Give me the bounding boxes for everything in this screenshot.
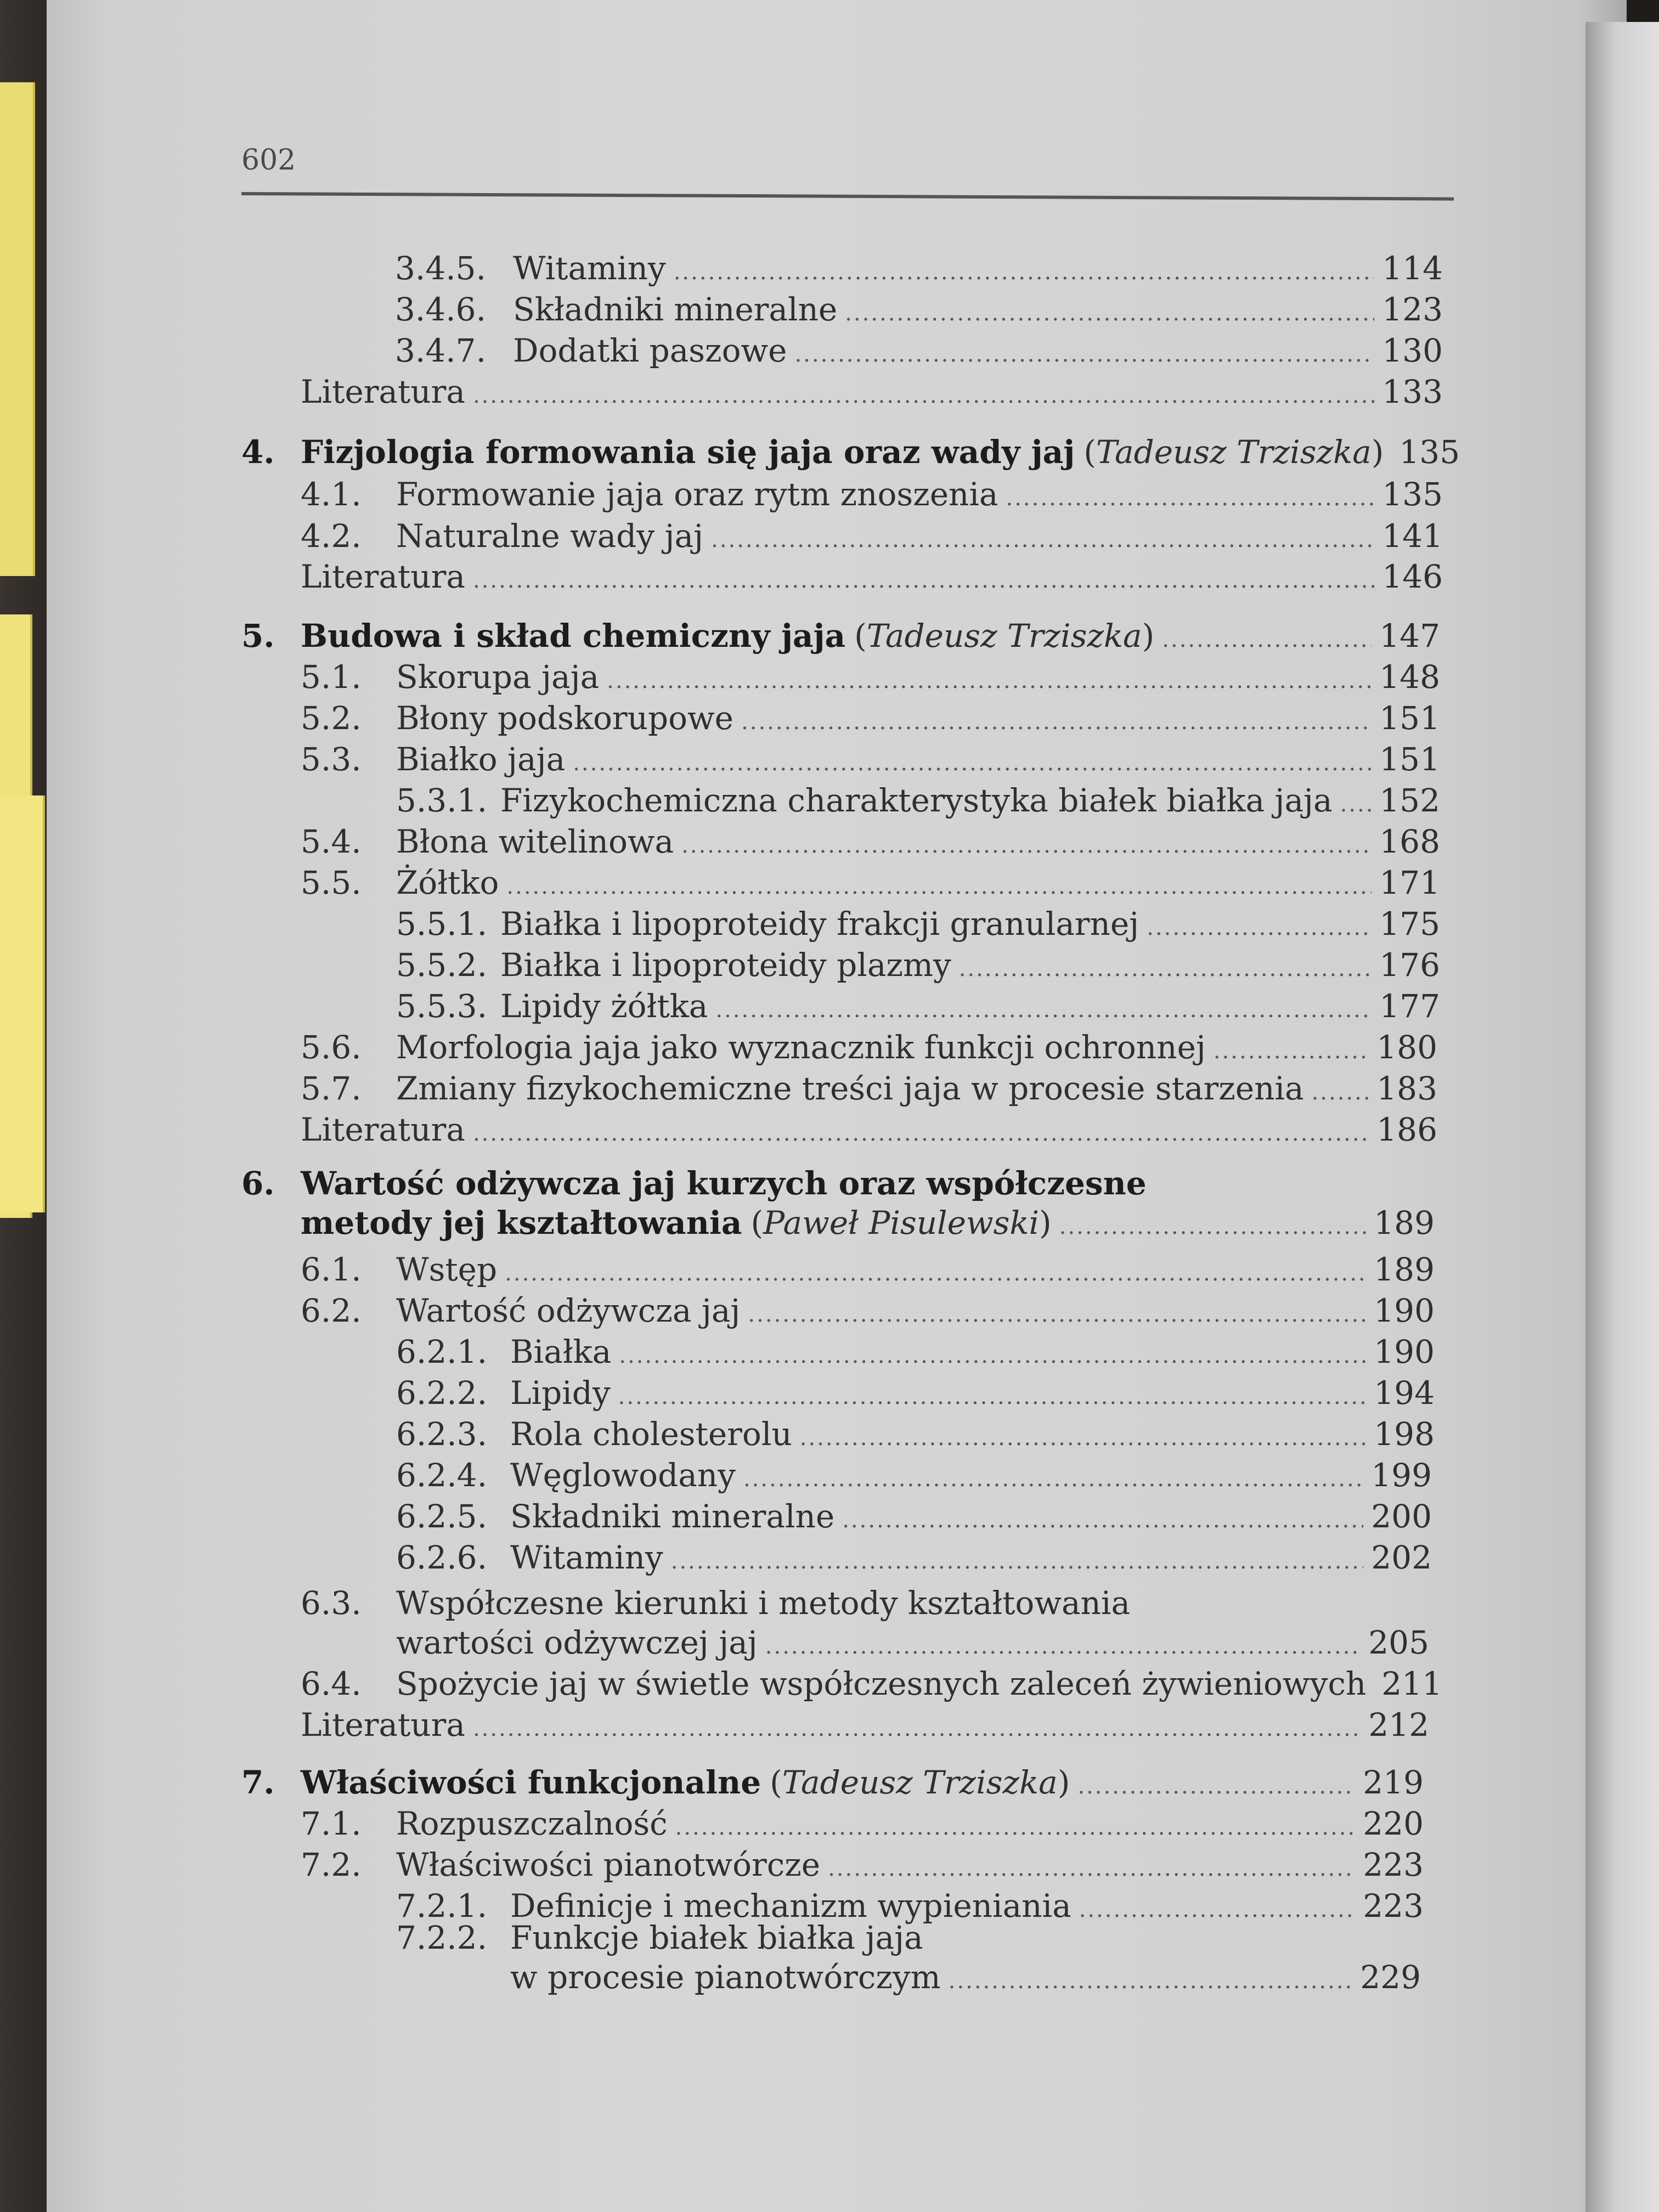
toc-entry[interactable] bbox=[301, 1706, 1429, 1743]
toc-entry-title: Składniki mineralne bbox=[513, 291, 838, 328]
toc-entry-number: 6.2.5. bbox=[396, 1498, 488, 1535]
toc-entry-title: Witaminy bbox=[510, 1539, 663, 1576]
toc-entry-title: Wstęp bbox=[396, 1251, 498, 1288]
toc-entry-number: 5.7. bbox=[301, 1070, 362, 1107]
dot-leader bbox=[1079, 1899, 1356, 1921]
toc-entry[interactable] bbox=[510, 1374, 1435, 1412]
toc-entry-page: 200 bbox=[1371, 1498, 1432, 1535]
toc-entry-title: Definicje i mechanizm wypieniania bbox=[510, 1887, 1071, 1925]
toc-entry-title: Błona witelinowa bbox=[396, 823, 674, 860]
toc-entry-number: 7.2.1. bbox=[396, 1887, 488, 1925]
toc-entry-page: 212 bbox=[1368, 1706, 1429, 1743]
dot-leader bbox=[671, 1550, 1364, 1572]
toc-entry-page: 151 bbox=[1379, 741, 1440, 778]
toc-entry-number: 5.5. bbox=[301, 864, 362, 901]
toc-entry-title: w procesie pianotwórczym bbox=[510, 1959, 941, 1996]
dot-leader bbox=[506, 876, 1372, 898]
toc-entry-page: 146 bbox=[1382, 558, 1443, 595]
dot-leader bbox=[845, 302, 1374, 324]
toc-entry-author: (Tadeusz Trziszka) bbox=[854, 617, 1155, 654]
dot-leader bbox=[681, 834, 1372, 856]
toc-entry-title: wartości odżywczej jaj bbox=[396, 1624, 758, 1661]
toc-entry-number: 6.2.2. bbox=[396, 1374, 488, 1412]
toc-entry-title: Literatura bbox=[301, 1111, 465, 1148]
toc-entry[interactable] bbox=[396, 864, 1440, 901]
toc-entry-number: 7.1. bbox=[301, 1805, 362, 1842]
toc-entry[interactable] bbox=[396, 823, 1440, 860]
toc-entry-title: Błony podskorupowe bbox=[396, 699, 734, 737]
toc-entry-title: metody jej kształtowania bbox=[301, 1204, 742, 1242]
toc-entry-author: (Tadeusz Trziszka) bbox=[1084, 433, 1384, 471]
toc-entry-number: 6.2.3. bbox=[396, 1415, 488, 1453]
dot-leader bbox=[715, 999, 1372, 1021]
toc-entry-number: 6.2.4. bbox=[396, 1457, 488, 1494]
toc-entry-number: 5.6. bbox=[301, 1029, 362, 1066]
dot-leader bbox=[828, 1858, 1355, 1880]
toc-entry-page: 183 bbox=[1376, 1070, 1437, 1107]
toc-entry-page: 190 bbox=[1374, 1292, 1435, 1329]
toc-entry-number: 3.4.6. bbox=[395, 291, 487, 328]
toc-entry-page: 220 bbox=[1363, 1805, 1424, 1842]
toc-entry-title: Białka bbox=[510, 1333, 612, 1370]
toc-entry-page: 219 bbox=[1363, 1764, 1424, 1801]
toc-entry-number: 7.2. bbox=[301, 1846, 362, 1883]
toc-entry[interactable] bbox=[510, 1333, 1435, 1370]
dot-leader bbox=[1147, 917, 1372, 939]
toc-entry-number: 6.3. bbox=[301, 1584, 362, 1622]
toc-entry-page: 135 bbox=[1382, 476, 1443, 513]
toc-entry-title: Współczesne kierunki i metody kształtowania bbox=[396, 1584, 1131, 1622]
toc-entry-number: 6.2.6. bbox=[396, 1539, 488, 1576]
dot-leader bbox=[743, 1468, 1363, 1490]
toc-entry[interactable] bbox=[500, 905, 1440, 943]
toc-entry-title: Właściwości funkcjonalne bbox=[301, 1764, 761, 1801]
dot-leader bbox=[842, 1509, 1363, 1531]
toc-entry-page: 147 bbox=[1379, 617, 1440, 654]
toc-entry[interactable] bbox=[301, 1204, 1435, 1242]
toc-entry-author: (Tadeusz Trziszka) bbox=[770, 1764, 1070, 1801]
dot-leader bbox=[607, 670, 1372, 692]
toc-entry-page: 130 bbox=[1382, 332, 1443, 369]
toc-entry-title: Wartość odżywcza jaj kurzych oraz współczesne bbox=[301, 1165, 1147, 1202]
toc-entry-page: 190 bbox=[1374, 1333, 1435, 1370]
toc-entry[interactable] bbox=[301, 1111, 1437, 1148]
toc-entry-page: 189 bbox=[1374, 1251, 1435, 1288]
toc-entry-title: Fizykochemiczna charakterystyka białek białka jaja bbox=[500, 782, 1333, 819]
dot-leader bbox=[711, 529, 1374, 551]
toc-entry-page: 141 bbox=[1382, 517, 1443, 555]
dot-leader bbox=[619, 1345, 1366, 1367]
toc-entry-title: Właściwości pianotwórcze bbox=[396, 1846, 821, 1883]
toc-entry[interactable] bbox=[301, 1764, 1424, 1801]
dot-leader bbox=[473, 385, 1374, 407]
dot-leader bbox=[748, 1304, 1366, 1325]
toc-entry-title: Lipidy żółtka bbox=[500, 988, 708, 1025]
toc-entry[interactable] bbox=[510, 1457, 1432, 1494]
toc-entry-title: Spożycie jaj w świetle współczesnych zaleceń żywieniowych bbox=[396, 1665, 1367, 1702]
toc-entry-page: 189 bbox=[1374, 1204, 1435, 1242]
toc-entry[interactable] bbox=[510, 1887, 1424, 1925]
toc-entry[interactable] bbox=[500, 946, 1440, 984]
toc-entry-title: Budowa i skład chemiczny jaja bbox=[301, 617, 846, 654]
page-number: 602 bbox=[241, 144, 296, 177]
dot-leader bbox=[741, 711, 1372, 733]
dot-leader bbox=[1162, 629, 1372, 651]
toc-entry[interactable] bbox=[396, 699, 1440, 737]
toc-entry[interactable] bbox=[500, 782, 1440, 819]
toc-entry-title: Składniki mineralne bbox=[510, 1498, 835, 1535]
dot-leader bbox=[573, 752, 1372, 774]
toc-entry-page: 168 bbox=[1379, 823, 1440, 860]
toc-entry-title: Fizjologia formowania się jaja oraz wady jaj bbox=[301, 433, 1075, 471]
toc-entry-number: 5.5.2. bbox=[396, 946, 488, 984]
toc-entry-page: 152 bbox=[1379, 782, 1440, 819]
toc-entry[interactable] bbox=[510, 1959, 1421, 1996]
toc-entry-number: 4.1. bbox=[301, 476, 362, 513]
toc-entry[interactable] bbox=[396, 1805, 1424, 1842]
toc-entry[interactable] bbox=[396, 1029, 1437, 1066]
toc-entry-page: 199 bbox=[1371, 1457, 1432, 1494]
toc-entry-title: Witaminy bbox=[513, 250, 666, 287]
toc-entry-title: Żółtko bbox=[396, 864, 499, 901]
toc-entry-title: Dodatki paszowe bbox=[513, 332, 787, 369]
toc-entry-title: Morfologia jaja jako wyznacznik funkcji ochronnej bbox=[396, 1029, 1206, 1066]
toc-entry-number: 5.3.1. bbox=[396, 782, 488, 819]
toc-entry-page: 186 bbox=[1376, 1111, 1437, 1148]
toc-entry[interactable] bbox=[510, 1539, 1432, 1576]
toc-entry-page: 151 bbox=[1379, 699, 1440, 737]
dot-leader bbox=[1059, 1216, 1367, 1238]
toc-entry-page: 175 bbox=[1379, 905, 1440, 943]
toc-entry-number: 5.5.1. bbox=[396, 905, 488, 943]
toc-entry-number: 5.2. bbox=[301, 699, 362, 737]
toc-entry-title: Literatura bbox=[301, 558, 465, 595]
toc-entry-number: 7.2.2. bbox=[396, 1919, 488, 1956]
toc-entry-title: Białko jaja bbox=[396, 741, 566, 778]
toc-entry-number: 6.1. bbox=[301, 1251, 362, 1288]
toc-entry[interactable] bbox=[500, 988, 1440, 1025]
dot-leader bbox=[1077, 1775, 1355, 1797]
toc-entry-title: Literatura bbox=[301, 373, 465, 410]
toc-entry-title: Wartość odżywcza jaj bbox=[396, 1292, 741, 1329]
toc-entry-page: 148 bbox=[1379, 658, 1440, 696]
toc-entry-author: (Paweł Pisulewski) bbox=[751, 1204, 1052, 1242]
toc-entry-title: Węglowodany bbox=[510, 1457, 736, 1494]
toc-entry[interactable] bbox=[301, 433, 1460, 471]
dot-leader bbox=[618, 1386, 1367, 1408]
toc-entry[interactable] bbox=[396, 1624, 1429, 1661]
toc-entry-number: 5. bbox=[241, 617, 275, 654]
toc-entry[interactable] bbox=[510, 1498, 1432, 1535]
toc-entry-title: Funkcje białek białka jaja bbox=[510, 1919, 923, 1956]
toc-entry-page: 176 bbox=[1379, 946, 1440, 984]
toc-entry-title: Skorupa jaja bbox=[396, 658, 600, 696]
toc-entry-title: Formowanie jaja oraz rytm znoszenia bbox=[396, 476, 998, 513]
toc-entry-title: Białka i lipoproteidy plazmy bbox=[500, 946, 951, 984]
toc-entry-page: 205 bbox=[1368, 1624, 1429, 1661]
dot-leader bbox=[505, 1262, 1366, 1284]
toc-entry-number: 6.4. bbox=[301, 1665, 362, 1702]
toc-entry[interactable] bbox=[396, 1251, 1435, 1288]
toc-entry[interactable] bbox=[301, 617, 1440, 654]
toc-entry-page: 180 bbox=[1376, 1029, 1437, 1066]
toc-entry-title: Naturalne wady jaj bbox=[396, 517, 704, 555]
toc-entry-number: 7. bbox=[241, 1764, 275, 1801]
toc-entry[interactable] bbox=[396, 517, 1443, 555]
toc-entry-number: 4.2. bbox=[301, 517, 362, 555]
toc-entry-page: 123 bbox=[1382, 291, 1443, 328]
toc-entry-title-line bbox=[510, 1919, 923, 1956]
toc-entry-title: Białka i lipoproteidy frakcji granularnej bbox=[500, 905, 1139, 943]
toc-entry-page: 114 bbox=[1382, 250, 1443, 287]
dot-leader bbox=[473, 1718, 1361, 1740]
dot-leader bbox=[1340, 793, 1372, 815]
toc-entry[interactable] bbox=[396, 741, 1440, 778]
toc-entry-page: 223 bbox=[1363, 1887, 1424, 1925]
toc-entry-page: 229 bbox=[1360, 1959, 1421, 1996]
toc-entry[interactable] bbox=[396, 1292, 1435, 1329]
toc-entry-number: 3.4.7. bbox=[395, 332, 487, 369]
toc-entry[interactable] bbox=[396, 476, 1443, 513]
dot-leader bbox=[1006, 487, 1375, 509]
toc-entry[interactable] bbox=[513, 250, 1443, 287]
toc-entry[interactable] bbox=[301, 373, 1443, 410]
toc-entry[interactable] bbox=[513, 291, 1443, 328]
toc-entry[interactable] bbox=[513, 332, 1443, 369]
toc-entry[interactable] bbox=[396, 1846, 1424, 1883]
dot-leader bbox=[1312, 1081, 1369, 1103]
dot-leader bbox=[795, 343, 1375, 365]
toc-entry-page: 202 bbox=[1371, 1539, 1432, 1576]
toc-entry-title-line bbox=[301, 1165, 1147, 1202]
toc-entry-number: 4. bbox=[241, 433, 275, 471]
toc-entry-number: 5.3. bbox=[301, 741, 362, 778]
toc-entry-page: 198 bbox=[1374, 1415, 1435, 1453]
toc-entry-title-line bbox=[396, 1584, 1131, 1622]
toc-entry[interactable] bbox=[396, 1665, 1442, 1702]
toc-entry-page: 133 bbox=[1382, 373, 1443, 410]
toc-entry-page: 171 bbox=[1379, 864, 1440, 901]
toc-entry-page: 223 bbox=[1363, 1846, 1424, 1883]
toc-entry-title: Lipidy bbox=[510, 1374, 611, 1412]
toc-entry[interactable] bbox=[396, 658, 1440, 696]
toc-entry-title: Rola cholesterolu bbox=[510, 1415, 792, 1453]
dot-leader bbox=[1214, 1040, 1369, 1062]
dot-leader bbox=[473, 569, 1374, 591]
dot-leader bbox=[959, 958, 1372, 980]
dot-leader bbox=[473, 1122, 1369, 1144]
toc-entry-number: 5.1. bbox=[301, 658, 362, 696]
toc-entry-number: 6.2. bbox=[301, 1292, 362, 1329]
dot-leader bbox=[800, 1427, 1367, 1449]
toc-entry-title: Zmiany fizykochemiczne treści jaja w procesie starzenia bbox=[396, 1070, 1304, 1107]
toc-entry-page: 194 bbox=[1374, 1374, 1435, 1412]
toc-entry[interactable] bbox=[510, 1415, 1435, 1453]
toc-entry-number: 6. bbox=[241, 1165, 275, 1202]
toc-entry-number: 5.5.3. bbox=[396, 988, 488, 1025]
toc-entry-page: 135 bbox=[1399, 433, 1460, 471]
toc-entry[interactable] bbox=[396, 1070, 1437, 1107]
dot-leader bbox=[949, 1970, 1353, 1992]
toc-entry-page: 177 bbox=[1379, 988, 1440, 1025]
dot-leader bbox=[675, 1816, 1356, 1838]
toc-entry-number: 5.4. bbox=[301, 823, 362, 860]
toc-entry[interactable] bbox=[301, 558, 1443, 595]
toc-entry-page: 211 bbox=[1381, 1665, 1442, 1702]
toc-entry-number: 6.2.1. bbox=[396, 1333, 488, 1370]
toc-entry-title: Rozpuszczalność bbox=[396, 1805, 668, 1842]
toc-entry-title: Literatura bbox=[301, 1706, 465, 1743]
dot-leader bbox=[674, 261, 1375, 283]
dot-leader bbox=[765, 1635, 1361, 1657]
toc-entry-number: 3.4.5. bbox=[395, 250, 487, 287]
